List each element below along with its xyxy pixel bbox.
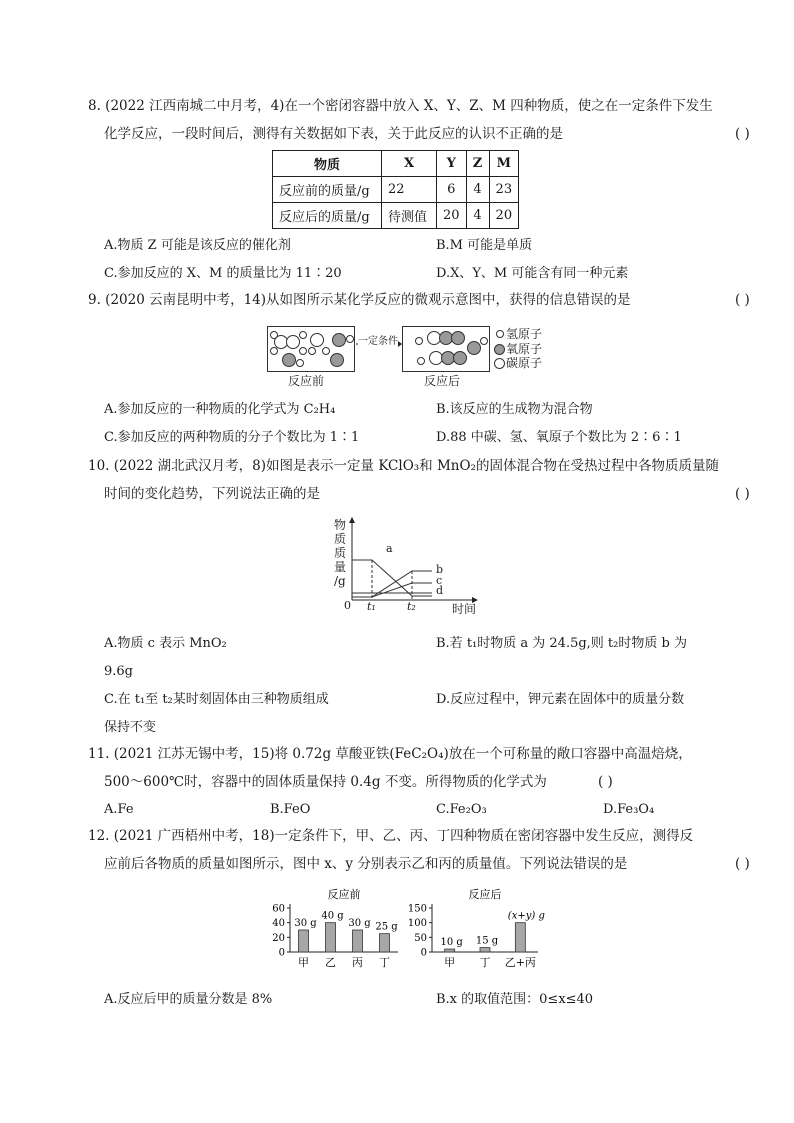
q12-option-b[interactable]: B.x 的取值范围：0≤x≤40 bbox=[436, 992, 594, 1007]
q8-data-table bbox=[272, 150, 519, 229]
table-header-cell: Z bbox=[466, 151, 489, 177]
bar-value-label: 30 g bbox=[348, 918, 371, 929]
carbon-legend-icon bbox=[494, 358, 505, 369]
after-label: 反应后 bbox=[424, 374, 461, 388]
oxygen-atom-icon bbox=[467, 341, 481, 355]
bar bbox=[445, 949, 455, 952]
table-header-cell: 物质 bbox=[273, 151, 382, 177]
carbon-atom-icon bbox=[310, 333, 324, 347]
hydrogen-atom-icon bbox=[270, 331, 278, 339]
x-category-label: 甲 bbox=[298, 956, 309, 969]
table-cell: 20 bbox=[437, 203, 467, 229]
q9-stem-line1: 9. (2020 云南昆明中考，14)从如图所示某化学反应的微观示意图中，获得的信息错误的是 bbox=[88, 292, 631, 308]
q10-option-b-cont: 9.6g bbox=[104, 664, 133, 679]
table-row bbox=[273, 177, 519, 203]
table-cell: 待测值 bbox=[382, 203, 437, 229]
y-label-char: 质 bbox=[334, 532, 347, 546]
oxygen-atom-icon bbox=[282, 353, 296, 367]
x-category-label: 乙+丙 bbox=[504, 956, 536, 969]
q10-option-b[interactable]: B.若 t₁时物质 a 为 24.5g,则 t₂时物质 b 为 bbox=[436, 636, 687, 651]
carbon-atom-icon bbox=[286, 335, 300, 349]
table-cell: 23 bbox=[489, 177, 519, 203]
q8-stem-line1: 8. (2022 江西南城二中月考，4)在一个密闭容器中放入 X、Y、Z、M 四种物质，使之在一定条件下发生 bbox=[88, 98, 713, 114]
table-cell: 4 bbox=[466, 177, 489, 203]
q11-stem-line1: 11. (2021 江苏无锡中考，15)将 0.72g 草酸亚铁(FeC₂O₄)放在一个可称量的敞口容器中高温焙烧， bbox=[88, 746, 692, 762]
t2-label: t₂ bbox=[407, 600, 416, 613]
q8-answer-paren: ( ) bbox=[735, 126, 750, 142]
x-category-label: 丁 bbox=[379, 956, 390, 969]
hydrogen-atom-icon bbox=[322, 347, 330, 355]
bar-value-label: (x+y) g bbox=[507, 910, 545, 922]
q9-option-c[interactable]: C.参加反应的两种物质的分子个数比为 1∶1 bbox=[104, 430, 360, 445]
q11-option-d[interactable]: D.Fe₃O₄ bbox=[603, 802, 655, 817]
hydrogen-atom-icon bbox=[299, 347, 307, 355]
q8-option-c[interactable]: C.参加反应的 X、M 的质量比为 11∶20 bbox=[104, 266, 342, 281]
t1-label: t₁ bbox=[367, 600, 376, 613]
q11-option-a[interactable]: A.Fe bbox=[104, 802, 134, 817]
q10-stem-line2: 时间的变化趋势，下列说法正确的是 bbox=[104, 486, 320, 502]
x-category-label: 乙 bbox=[325, 956, 336, 969]
y-tick-label: 60 bbox=[272, 903, 285, 915]
q12-option-a[interactable]: A.反应后甲的质量分数是 8% bbox=[104, 992, 273, 1007]
bar bbox=[380, 934, 390, 952]
table-cell: 20 bbox=[489, 203, 519, 229]
y-label-char: 物 bbox=[334, 518, 347, 532]
bar-value-label: 40 g bbox=[321, 910, 344, 922]
legend-oxygen: 氧原子 bbox=[506, 342, 543, 356]
q9-answer-paren: ( ) bbox=[735, 292, 750, 308]
hydrogen-atom-icon bbox=[299, 331, 307, 339]
y-tick-label: 0 bbox=[278, 947, 285, 959]
after-box bbox=[402, 326, 490, 372]
table-cell: 6 bbox=[437, 177, 467, 203]
chart-title: 反应前 bbox=[327, 888, 361, 901]
q9-option-a[interactable]: A.参加反应的一种物质的化学式为 C₂H₄ bbox=[104, 402, 336, 417]
reaction-condition-label: 一定条件 bbox=[358, 332, 398, 347]
table-header-cell: M bbox=[489, 151, 519, 177]
hydrogen-legend-icon bbox=[496, 330, 504, 338]
curve-a bbox=[352, 560, 432, 596]
oxygen-atom-icon bbox=[332, 333, 346, 347]
table-cell: 22 bbox=[382, 177, 437, 203]
hydrogen-atom-icon bbox=[308, 347, 316, 355]
oxygen-atom-icon bbox=[451, 331, 465, 345]
before-label: 反应前 bbox=[288, 374, 325, 388]
table-row bbox=[273, 203, 519, 229]
table-header-cell: X bbox=[382, 151, 437, 177]
x-category-label: 甲 bbox=[444, 956, 456, 969]
y-tick-label: 20 bbox=[272, 932, 285, 944]
curve-c-label: c bbox=[436, 574, 443, 587]
y-tick-label: 150 bbox=[407, 903, 427, 915]
before-box bbox=[267, 326, 355, 372]
curve-a-label: a bbox=[386, 542, 393, 555]
oxygen-atom-icon bbox=[453, 351, 467, 365]
x-category-label: 丁 bbox=[479, 956, 491, 969]
hydrogen-atom-icon bbox=[415, 337, 423, 345]
oxygen-atom-icon bbox=[330, 353, 344, 367]
q11-option-b[interactable]: B.FeO bbox=[270, 802, 311, 817]
hydrogen-atom-icon bbox=[346, 335, 354, 343]
bar-value-label: 15 g bbox=[475, 935, 499, 947]
bar-value-label: 25 g bbox=[375, 921, 398, 933]
graph-x-label: 时间 bbox=[452, 602, 477, 616]
bar-value-label: 30 g bbox=[294, 918, 317, 929]
q12-stem-line2: 应前后各物质的质量如图所示，图中 x、y 分别表示乙和丙的质量值。下列说法错误的是 bbox=[104, 856, 628, 872]
q9-option-d[interactable]: D.88 中碳、氢、氧原子个数比为 2∶6∶1 bbox=[436, 430, 682, 445]
oxygen-legend-icon bbox=[494, 344, 505, 355]
y-tick-label: 100 bbox=[407, 918, 427, 930]
q8-stem-line2: 化学反应，一段时间后，测得有关数据如下表，关于此反应的认识不正确的是 bbox=[104, 126, 563, 142]
table-cell: 反应后的质量/g bbox=[273, 203, 382, 229]
y-tick-label: 0 bbox=[420, 947, 427, 959]
graph-plot bbox=[344, 515, 484, 610]
q9-option-b[interactable]: B.该反应的生成物为混合物 bbox=[436, 402, 593, 417]
table-cell: 反应前的质量/g bbox=[273, 177, 382, 203]
y-tick-label: 50 bbox=[414, 932, 427, 944]
hydrogen-atom-icon bbox=[480, 337, 488, 345]
curve-d-label: d bbox=[436, 584, 444, 597]
legend-hydrogen: 氢原子 bbox=[506, 327, 543, 341]
bar bbox=[480, 948, 490, 952]
q8-option-a[interactable]: A.物质 Z 可能是该反应的催化剂 bbox=[104, 238, 291, 253]
bar bbox=[299, 930, 309, 952]
q12-answer-paren: ( ) bbox=[735, 856, 750, 872]
curve-b-label: b bbox=[436, 563, 444, 576]
graph-origin-label: 0 bbox=[344, 599, 351, 612]
q10-answer-paren: ( ) bbox=[735, 486, 750, 502]
table-cell: 4 bbox=[466, 203, 489, 229]
q10-option-a[interactable]: A.物质 c 表示 MnO₂ bbox=[104, 636, 227, 651]
curve-c bbox=[352, 583, 432, 597]
q10-option-c[interactable]: C.在 t₁至 t₂某时刻固体由三种物质组成 bbox=[104, 692, 329, 707]
q10-option-d[interactable]: D.反应过程中，钾元素在固体中的质量分数 bbox=[436, 692, 685, 707]
q8-option-d[interactable]: D.X、Y、M 可能含有同一种元素 bbox=[436, 266, 629, 281]
y-label-char: /g bbox=[334, 574, 346, 588]
q12-bar-charts bbox=[260, 884, 550, 978]
y-label-char: 质 bbox=[334, 546, 347, 560]
q11-stem-line2: 500～600℃时，容器中的固体质量保持 0.4g 不变。所得物质的化学式为 bbox=[104, 774, 547, 790]
y-tick-label: 40 bbox=[272, 918, 285, 930]
chart-title: 反应后 bbox=[468, 888, 502, 901]
legend-carbon: 碳原子 bbox=[506, 356, 543, 370]
bar bbox=[353, 930, 363, 952]
chart-after-reaction bbox=[408, 887, 545, 969]
hydrogen-atom-icon bbox=[296, 359, 304, 367]
hydrogen-atom-icon bbox=[270, 347, 278, 355]
y-label-char: 量 bbox=[334, 560, 347, 574]
table-header-row bbox=[273, 151, 519, 177]
q8-option-b[interactable]: B.M 可能是单质 bbox=[436, 238, 533, 253]
bar bbox=[326, 923, 336, 952]
bar bbox=[515, 923, 525, 952]
hydrogen-atom-icon bbox=[417, 357, 425, 365]
q11-option-c[interactable]: C.Fe₂O₃ bbox=[436, 802, 487, 817]
q11-answer-paren: ( ) bbox=[598, 774, 613, 790]
q10-stem-line1: 10. (2022 湖北武汉月考，8)如图是表示一定量 KClO₃和 MnO₂的固体混合物在受热过程中各物质质量随 bbox=[88, 458, 719, 474]
bar-value-label: 10 g bbox=[440, 937, 463, 949]
q10-option-d-cont: 保持不变 bbox=[104, 720, 157, 735]
table-header-cell: Y bbox=[437, 151, 467, 177]
x-category-label: 丙 bbox=[352, 956, 363, 969]
q12-stem-line1: 12. (2021 广西梧州中考，18)一定条件下，甲、乙、丙、丁四种物质在密闭容器中发生反应，测得反 bbox=[88, 828, 694, 844]
chart-before-reaction bbox=[272, 887, 398, 969]
